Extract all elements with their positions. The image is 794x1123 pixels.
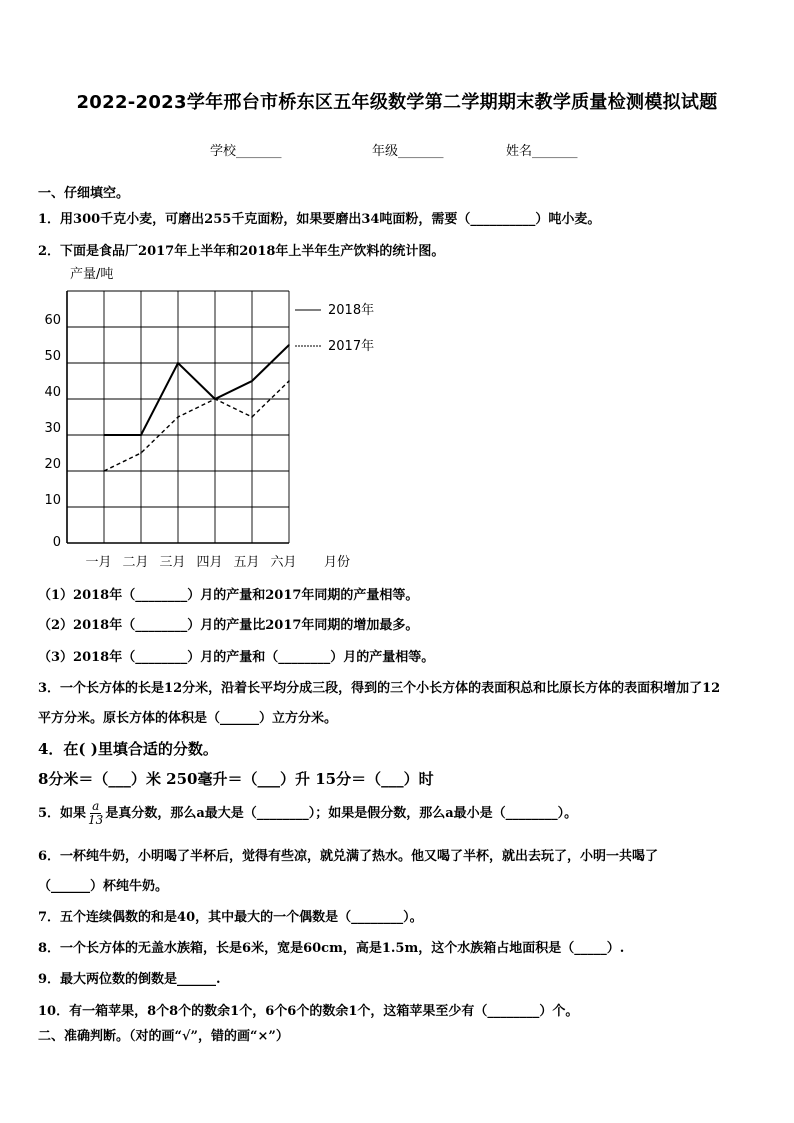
fraction-numerator: a: [92, 799, 100, 813]
data-point: [140, 452, 142, 454]
data-point: [288, 344, 290, 346]
question-5-prefix: 5．如果: [38, 806, 87, 821]
data-point: [288, 380, 290, 382]
y-axis-label: 产量/吨: [70, 267, 114, 282]
y-tick-label: 20: [44, 457, 61, 472]
series-line-1: [104, 381, 289, 471]
data-point: [177, 362, 179, 364]
question-3-line-1: 3．一个长方体的长是12分米，沿着长平均分成三段，得到的三个小长方体的表面积总和比原长方体的表面积增加了12: [38, 681, 721, 696]
x-tick-label: 四月: [196, 555, 223, 570]
y-tick-label: 30: [44, 421, 61, 436]
data-point: [103, 434, 105, 436]
fraction-denominator: 13: [88, 813, 104, 827]
grade-field: 年级_______: [372, 144, 444, 159]
question-7: 7．五个连续偶数的和是40，其中最大的一个偶数是（________）。: [38, 910, 423, 925]
page-title: 2022-2023学年邢台市桥东区五年级数学第二学期期末教学质量检测模拟试题: [76, 92, 718, 113]
data-point: [103, 470, 105, 472]
data-point: [177, 416, 179, 418]
y-tick-label: 10: [44, 493, 61, 508]
question-2-part-2: （2）2018年（________）月的产量比2017年同期的增加最多。: [38, 618, 419, 633]
question-10: 10．有一箱苹果，8个8个的数余1个，6个6个的数余1个，这箱苹果至少有（________）个。: [38, 1004, 579, 1019]
x-tick-label: 二月: [122, 555, 149, 570]
section2-heading: 二、准确判断。（对的画“√”，错的画“×”）: [38, 1029, 289, 1044]
question-3-line-2: 平方分米。原长方体的体积是（______）立方分米。: [38, 711, 338, 726]
y-tick-label: 0: [52, 535, 61, 550]
legend-label-0: 2018年: [328, 303, 375, 318]
question-9: 9．最大两位数的倒数是______.: [38, 972, 221, 987]
question-6-line-1: 6．一杯纯牛奶，小明喝了半杯后，觉得有些凉，就兑满了热水。他又喝了半杯，就出去玩了，小明一共喝了: [38, 849, 659, 864]
question-5: [38, 800, 577, 827]
fraction-a-over-13: [88, 800, 103, 827]
x-axis-label: 月份: [324, 555, 351, 570]
question-2-part-3: （3）2018年（________）月的产量和（________）月的产量相等。: [38, 650, 435, 665]
x-tick-label: 三月: [159, 555, 186, 570]
question-4-prompt: 4．在( )里填合适的分数。: [38, 740, 218, 758]
x-tick-label: 五月: [233, 555, 260, 570]
y-tick-label: 50: [44, 349, 61, 364]
section1-heading: 一、仔细填空。: [38, 186, 130, 201]
data-point: [214, 398, 216, 400]
school-field: 学校_______: [210, 144, 282, 159]
x-tick-label: 一月: [85, 555, 112, 570]
question-2: 2．下面是食品厂2017年上半年和2018年上半年生产饮料的统计图。: [38, 244, 445, 259]
legend-label-1: 2017年: [328, 339, 375, 354]
series-line-0: [104, 345, 289, 435]
production-line-chart: [40, 262, 400, 574]
data-point: [251, 416, 253, 418]
question-4-items: 8分米＝（___）米 250毫升＝（___）升 15分＝（___）时: [38, 770, 434, 788]
data-point: [251, 380, 253, 382]
question-5-suffix: 是真分数，那么a最大是（________）；如果是假分数，那么a最小是（________）。: [105, 806, 578, 821]
question-6-line-2: （______）杯纯牛奶。: [38, 879, 169, 894]
question-8: 8．一个长方体的无盖水族箱，长是6米，宽是60cm，高是1.5m，这个水族箱占地面积是（_____）.: [38, 941, 625, 956]
x-tick-label: 六月: [270, 555, 297, 570]
name-field: 姓名_______: [506, 144, 578, 159]
question-2-part-1: （1）2018年（________）月的产量和2017年同期的产量相等。: [38, 588, 419, 603]
y-tick-label: 40: [44, 385, 61, 400]
question-1: 1．用300千克小麦，可磨出255千克面粉，如果要磨出34吨面粉，需要（__________）吨小麦。: [38, 212, 601, 227]
y-tick-label: 60: [44, 313, 61, 328]
data-point: [140, 434, 142, 436]
